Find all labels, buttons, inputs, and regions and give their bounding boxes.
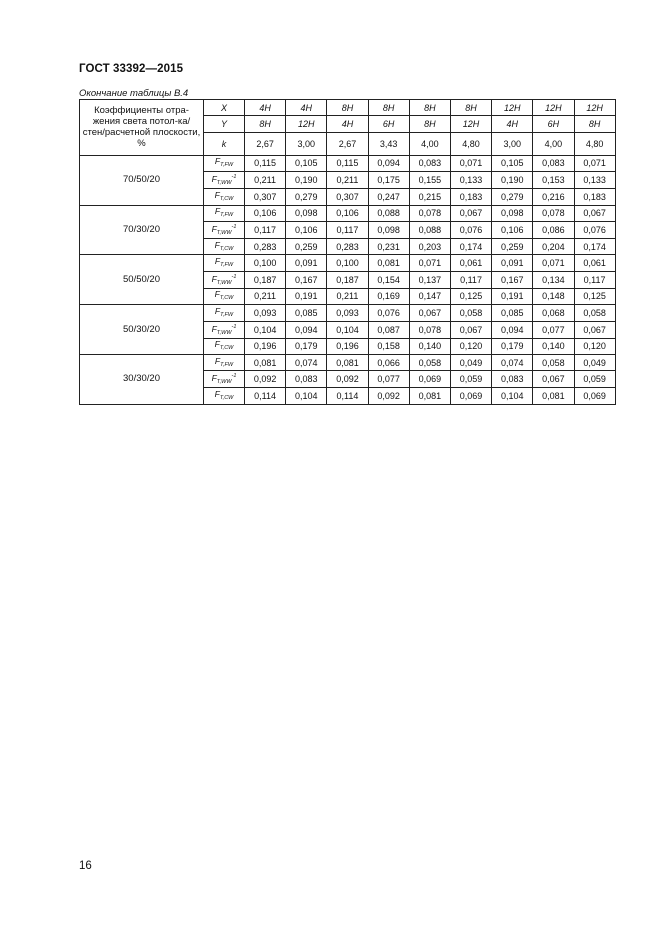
table-cell: 0,061: [574, 255, 615, 271]
x-value: 12H: [533, 100, 574, 116]
table-cell: 0,094: [492, 321, 533, 338]
table-cell: 0,231: [368, 238, 409, 254]
table-cell: 0,174: [574, 238, 615, 254]
table-cell: 0,120: [450, 338, 491, 354]
symbol-subscript: Т,FW: [220, 361, 234, 368]
table-cell: 0,049: [450, 354, 491, 370]
table-cell: 0,081: [327, 354, 368, 370]
table-cell: 0,058: [409, 354, 450, 370]
symbol-cw: [215, 389, 234, 399]
table-cell: 0,076: [368, 305, 409, 321]
quantity-symbol: [204, 338, 245, 354]
k-value: 4,80: [574, 132, 615, 155]
symbol-fw: [214, 156, 234, 169]
table-cell: 0,216: [533, 189, 574, 205]
symbol-ww: [212, 324, 237, 334]
symbol-subscript: Т,CW: [219, 245, 234, 252]
quantity-symbol: [204, 221, 245, 238]
x-value: 8H: [327, 100, 368, 116]
table-cell: 0,087: [368, 321, 409, 338]
symbol-subscript: Т,FW: [220, 262, 234, 269]
table-cell: 0,067: [574, 321, 615, 338]
quantity-symbol: [204, 321, 245, 338]
symbol-subscript: Т,FW: [220, 162, 234, 169]
x-row: [80, 100, 616, 116]
table-cell: 0,104: [286, 388, 327, 404]
symbol-fw: [215, 356, 233, 366]
table-cell: 0,067: [450, 321, 491, 338]
x-value: 4H: [245, 100, 286, 116]
symbol-subscript: Т,WW: [216, 180, 232, 187]
table-cell: 0,061: [450, 255, 491, 271]
table-cell: 0,083: [533, 155, 574, 171]
table-cell: 0,140: [533, 338, 574, 354]
table-cell: 0,077: [533, 321, 574, 338]
table-cell: 0,259: [492, 238, 533, 254]
y-value: 12H: [450, 116, 491, 132]
table-cell: 0,104: [327, 321, 368, 338]
table-cell: 0,211: [327, 172, 368, 189]
table-cell: 0,059: [450, 371, 491, 388]
table-cell: 0,106: [245, 205, 286, 221]
table-cell: 0,211: [245, 172, 286, 189]
table-cell: 0,183: [574, 189, 615, 205]
table-cell: 0,068: [533, 305, 574, 321]
table-cell: 0,098: [368, 221, 409, 238]
table-cell: 0,081: [409, 388, 450, 404]
table-cell: 0,086: [533, 221, 574, 238]
table-cell: 0,148: [533, 288, 574, 304]
symbol-cw: [215, 190, 234, 200]
symbol-base: F: [214, 339, 220, 350]
symbol-superscript: -1: [231, 323, 237, 330]
table-cell: 0,083: [492, 371, 533, 388]
table-cell: 0,069: [574, 388, 615, 404]
symbol-subscript: Т,WW: [216, 379, 232, 386]
symbol-ww: [212, 224, 237, 234]
table-cell: 0,196: [327, 338, 368, 354]
quantity-symbol: [204, 354, 245, 370]
table-cell: 0,191: [286, 288, 327, 304]
table-cell: 0,100: [327, 255, 368, 271]
y-value: 4H: [492, 116, 533, 132]
symbol-subscript: Т,FW: [220, 311, 234, 318]
quantity-symbol: [204, 388, 245, 404]
symbol-superscript: -1: [231, 273, 237, 280]
table-cell: 0,114: [245, 388, 286, 404]
symbol-base: F: [214, 355, 221, 366]
table-cell: 0,115: [245, 155, 286, 171]
table-cell: 0,106: [327, 205, 368, 221]
table-cell: 0,187: [245, 271, 286, 288]
table-cell: 0,133: [574, 172, 615, 189]
table-cell: 0,174: [450, 238, 491, 254]
symbol-superscript: -1: [231, 373, 237, 380]
axis-label-x: X: [204, 100, 245, 116]
table-row: [80, 255, 616, 271]
axis-label-y: Y: [204, 116, 245, 132]
table-cell: 0,125: [574, 288, 615, 304]
quantity-symbol: [204, 371, 245, 388]
table-cell: 0,183: [450, 189, 491, 205]
table-row: [80, 155, 616, 171]
x-value: 8H: [450, 100, 491, 116]
table-cell: 0,106: [286, 221, 327, 238]
table-cell: 0,058: [533, 354, 574, 370]
table-cell: 0,098: [286, 205, 327, 221]
symbol-base: F: [211, 223, 217, 234]
table-cell: 0,058: [450, 305, 491, 321]
table-cell: 0,088: [409, 221, 450, 238]
k-value: 3,43: [368, 132, 409, 155]
symbol-base: F: [211, 323, 217, 334]
group-label: 70/50/20: [80, 155, 204, 205]
k-value: 4,80: [450, 132, 491, 155]
table-cell: 0,147: [409, 288, 450, 304]
symbol-ww: [212, 274, 237, 284]
symbol-base: F: [214, 189, 220, 200]
quantity-symbol: [204, 172, 245, 189]
symbol-subscript: Т,WW: [216, 329, 232, 336]
table-cell: 0,167: [286, 271, 327, 288]
table-cell: 0,125: [450, 288, 491, 304]
symbol-base: F: [214, 388, 220, 399]
k-value: 3,00: [286, 132, 327, 155]
table-cell: 0,094: [286, 321, 327, 338]
table-cell: 0,196: [245, 338, 286, 354]
symbol-ww: [211, 174, 237, 187]
table-cell: 0,078: [533, 205, 574, 221]
table-cell: 0,307: [327, 189, 368, 205]
table-cell: 0,092: [245, 371, 286, 388]
table-cell: 0,115: [327, 155, 368, 171]
table-cell: 0,071: [450, 155, 491, 171]
table-cell: 0,071: [574, 155, 615, 171]
y-value: 12H: [286, 116, 327, 132]
y-value: 4H: [327, 116, 368, 132]
table-cell: 0,155: [409, 172, 450, 189]
table-cell: 0,069: [409, 371, 450, 388]
table-cell: 0,083: [286, 371, 327, 388]
table-cell: 0,133: [450, 172, 491, 189]
table-cell: 0,085: [286, 305, 327, 321]
quantity-symbol: [204, 238, 245, 254]
symbol-subscript: Т,WW: [216, 229, 232, 236]
table-row: [80, 354, 616, 370]
table-row: [80, 305, 616, 321]
symbol-subscript: Т,CW: [219, 345, 234, 352]
symbol-ww: [211, 373, 237, 386]
symbol-base: F: [214, 289, 220, 300]
table-cell: 0,134: [533, 271, 574, 288]
table-cell: 0,175: [368, 172, 409, 189]
symbol-base: F: [211, 273, 217, 284]
quantity-symbol: [204, 271, 245, 288]
x-value: 8H: [368, 100, 409, 116]
y-value: 6H: [368, 116, 409, 132]
page-number: 16: [79, 860, 92, 872]
table-cell: 0,211: [245, 288, 286, 304]
table-cell: 0,204: [533, 238, 574, 254]
symbol-subscript: Т,CW: [219, 295, 234, 302]
table-cell: 0,081: [533, 388, 574, 404]
quantity-symbol: [204, 305, 245, 321]
table-cell: 0,154: [368, 271, 409, 288]
x-value: 4H: [286, 100, 327, 116]
symbol-base: F: [211, 174, 217, 185]
table-cell: 0,247: [368, 189, 409, 205]
table-cell: 0,078: [409, 205, 450, 221]
table-cell: 0,058: [574, 305, 615, 321]
quantity-symbol: [204, 155, 245, 171]
table-cell: 0,215: [409, 189, 450, 205]
y-value: 8H: [409, 116, 450, 132]
x-value: 8H: [409, 100, 450, 116]
table-cell: 0,081: [245, 354, 286, 370]
k-value: 2,67: [245, 132, 286, 155]
table-cell: 0,091: [286, 255, 327, 271]
table-cell: 0,158: [368, 338, 409, 354]
table-cell: 0,074: [492, 354, 533, 370]
table-cell: 0,067: [574, 205, 615, 221]
table-cell: 0,091: [492, 255, 533, 271]
table-cell: 0,105: [286, 155, 327, 171]
table-cell: 0,104: [245, 321, 286, 338]
x-value: 12H: [492, 100, 533, 116]
table-cell: 0,076: [574, 221, 615, 238]
table-cell: 0,093: [245, 305, 286, 321]
table-cell: 0,167: [492, 271, 533, 288]
table-cell: 0,092: [327, 371, 368, 388]
table-cell: 0,078: [409, 321, 450, 338]
table-cell: 0,117: [574, 271, 615, 288]
table-cell: 0,106: [492, 221, 533, 238]
corner-label: Коэффициенты отра-жения света потол-ка/стен/расчетной плоскости, %: [80, 100, 204, 156]
table-cell: 0,083: [409, 155, 450, 171]
table-cell: 0,279: [492, 189, 533, 205]
quantity-symbol: [204, 189, 245, 205]
table-cell: 0,179: [492, 338, 533, 354]
table-cell: 0,049: [574, 354, 615, 370]
table-cell: 0,093: [327, 305, 368, 321]
table-cell: 0,190: [492, 172, 533, 189]
table-caption: Окончание таблицы В.4: [79, 88, 189, 99]
symbol-subscript: Т,CW: [219, 394, 234, 401]
group-label: 30/30/20: [80, 354, 204, 404]
table-cell: 0,117: [327, 221, 368, 238]
data-table: [79, 99, 616, 405]
symbol-cw: [214, 339, 234, 352]
table-cell: 0,283: [245, 238, 286, 254]
table-cell: 0,179: [286, 338, 327, 354]
table-cell: 0,098: [492, 205, 533, 221]
symbol-cw: [215, 240, 234, 250]
symbol-base: F: [214, 305, 221, 316]
table-cell: 0,307: [245, 189, 286, 205]
table-cell: 0,283: [327, 238, 368, 254]
table-cell: 0,117: [245, 221, 286, 238]
symbol-fw: [214, 256, 234, 269]
table-cell: 0,259: [286, 238, 327, 254]
table-cell: 0,069: [450, 388, 491, 404]
symbol-superscript: -1: [231, 174, 237, 181]
k-value: 2,67: [327, 132, 368, 155]
table-cell: 0,066: [368, 354, 409, 370]
table-row: [80, 205, 616, 221]
group-label: 50/50/20: [80, 255, 204, 305]
symbol-base: F: [214, 206, 221, 217]
table-cell: 0,187: [327, 271, 368, 288]
table-cell: 0,077: [368, 371, 409, 388]
x-value: 12H: [574, 100, 615, 116]
table-cell: 0,117: [450, 271, 491, 288]
symbol-fw: [215, 306, 233, 316]
table-cell: 0,100: [245, 255, 286, 271]
k-value: 4,00: [409, 132, 450, 155]
table-cell: 0,088: [368, 205, 409, 221]
quantity-symbol: [204, 205, 245, 221]
table-cell: 0,190: [286, 172, 327, 189]
symbol-subscript: Т,FW: [220, 212, 234, 219]
group-label: 70/30/20: [80, 205, 204, 255]
y-value: 8H: [245, 116, 286, 132]
table-cell: 0,104: [492, 388, 533, 404]
symbol-fw: [214, 206, 234, 219]
table-cell: 0,085: [492, 305, 533, 321]
table-cell: 0,137: [409, 271, 450, 288]
table-cell: 0,081: [368, 255, 409, 271]
symbol-subscript: Т,WW: [216, 279, 232, 286]
table-cell: 0,105: [492, 155, 533, 171]
table-cell: 0,076: [450, 221, 491, 238]
symbol-superscript: -1: [231, 223, 237, 230]
table-cell: 0,071: [409, 255, 450, 271]
y-value: 8H: [574, 116, 615, 132]
table-cell: 0,120: [574, 338, 615, 354]
table-cell: 0,074: [286, 354, 327, 370]
table-cell: 0,211: [327, 288, 368, 304]
table-cell: 0,140: [409, 338, 450, 354]
table-cell: 0,067: [409, 305, 450, 321]
group-label: 50/30/20: [80, 305, 204, 355]
quantity-symbol: [204, 288, 245, 304]
symbol-base: F: [214, 256, 221, 267]
data-table-body: [80, 100, 616, 405]
table-cell: 0,114: [327, 388, 368, 404]
k-value: 3,00: [492, 132, 533, 155]
table-cell: 0,071: [533, 255, 574, 271]
table-cell: 0,279: [286, 189, 327, 205]
table-cell: 0,203: [409, 238, 450, 254]
document-header: ГОСТ 33392—2015: [79, 63, 184, 75]
table-cell: 0,059: [574, 371, 615, 388]
symbol-subscript: Т,CW: [219, 195, 234, 202]
symbol-base: F: [211, 373, 217, 384]
table-cell: 0,067: [533, 371, 574, 388]
table-cell: 0,094: [368, 155, 409, 171]
symbol-base: F: [214, 156, 221, 167]
table-cell: 0,092: [368, 388, 409, 404]
table-cell: 0,067: [450, 205, 491, 221]
table-cell: 0,153: [533, 172, 574, 189]
y-value: 6H: [533, 116, 574, 132]
table-cell: 0,169: [368, 288, 409, 304]
k-value: 4,00: [533, 132, 574, 155]
symbol-cw: [214, 289, 234, 302]
axis-label-k: k: [204, 132, 245, 155]
symbol-base: F: [214, 239, 220, 250]
table-cell: 0,191: [492, 288, 533, 304]
quantity-symbol: [204, 255, 245, 271]
